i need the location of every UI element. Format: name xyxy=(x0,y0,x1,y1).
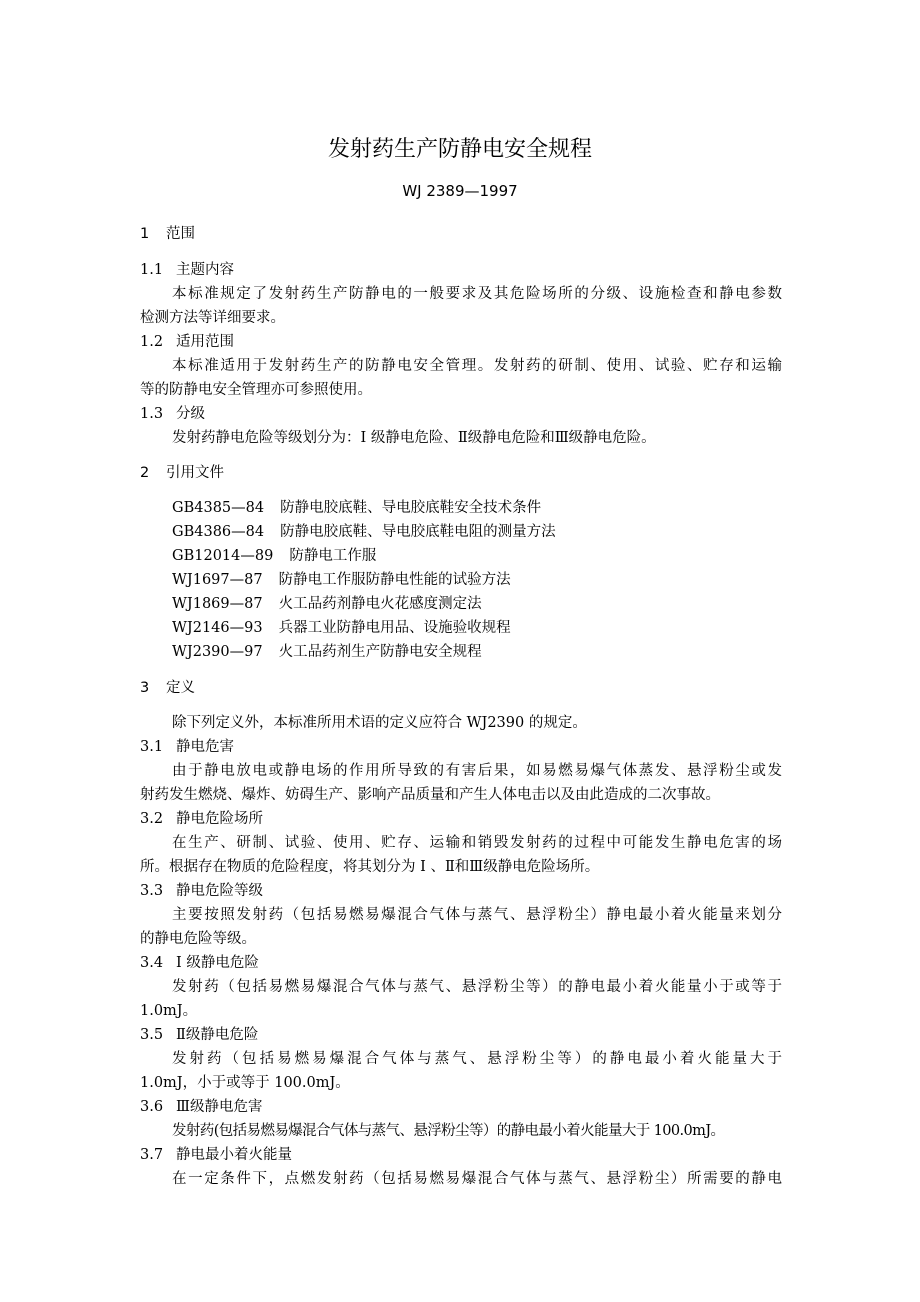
section-3-heading xyxy=(140,677,195,699)
subsection-3-7-heading xyxy=(140,1144,292,1166)
paragraph-line: 1.0mJ。 xyxy=(140,1003,198,1019)
subsection-number: 3.7 xyxy=(140,1147,164,1163)
subsection-number: 3.4 xyxy=(140,955,164,971)
reference-code: GB4386—84 xyxy=(172,524,265,540)
subsection-title: 静电最小着火能量 xyxy=(176,1147,292,1163)
subsection-title: Ⅲ级静电危害 xyxy=(176,1099,263,1115)
subsection-number: 1.3 xyxy=(140,406,164,422)
paragraph-line: 1.0mJ，小于或等于 100.0mJ。 xyxy=(140,1075,350,1091)
reference-code: GB12014—89 xyxy=(172,548,274,564)
section-number: 1 xyxy=(140,226,150,242)
reference-code: WJ2390—97 xyxy=(172,644,263,660)
subsection-number: 3.6 xyxy=(140,1099,164,1115)
reference-item xyxy=(172,641,482,663)
subsection-3-4-heading xyxy=(140,952,259,974)
subsection-3-3-heading xyxy=(140,880,263,902)
subsection-title: 静电危险等级 xyxy=(176,883,263,899)
paragraph-line: 发射药（包括易燃易爆混合气体与蒸气、悬浮粉尘等）的静电最小着火能量小于或等于 xyxy=(172,979,782,995)
subsection-number: 1.1 xyxy=(140,262,164,278)
section-title: 范围 xyxy=(166,226,195,242)
reference-item xyxy=(172,593,482,615)
section-number: 3 xyxy=(140,680,150,696)
paragraph-line: 在生产、研制、试验、使用、贮存、运输和销毁发射药的过程中可能发生静电危害的场 xyxy=(172,835,782,851)
subsection-number: 3.1 xyxy=(140,739,164,755)
subsection-1-3-heading xyxy=(140,403,205,425)
subsection-3-2-heading xyxy=(140,808,263,830)
reference-code: WJ2146—93 xyxy=(172,620,263,636)
paragraph-line: 本标准适用于发射药生产的防静电安全管理。发射药的研制、使用、试验、贮存和运输 xyxy=(172,358,782,374)
subsection-1-2-heading xyxy=(140,331,234,353)
reference-item xyxy=(172,545,376,567)
reference-item xyxy=(172,569,511,591)
subsection-title: Ⅱ级静电危险 xyxy=(176,1027,259,1043)
reference-name: 防静电工作服 xyxy=(289,548,377,564)
reference-name: 兵器工业防静电用品、设施验收规程 xyxy=(278,620,511,636)
subsection-title: 静电危害 xyxy=(176,739,234,755)
subsection-title: 静电危险场所 xyxy=(176,811,263,827)
paragraph-line: 在一定条件下，点燃发射药（包括易燃易爆混合气体与蒸气、悬浮粉尘）所需要的静电 xyxy=(172,1171,782,1187)
paragraph-line: 发射药（包括易燃易爆混合气体与蒸气、悬浮粉尘等）的静电最小着火能量大于 xyxy=(172,1051,782,1067)
paragraph-line: 所。根据存在物质的危险程度，将其划分为 I 、Ⅱ和Ⅲ级静电危险场所。 xyxy=(140,859,600,875)
reference-item xyxy=(172,617,511,639)
paragraph-line: 检测方法等详细要求。 xyxy=(140,310,285,326)
reference-name: 火工品药剂静电火花感度测定法 xyxy=(278,596,482,612)
paragraph-line: 射药发生燃烧、爆炸、妨碍生产、影响产品质量和产生人体电击以及由此造成的二次事故。 xyxy=(140,787,720,803)
subsection-number: 3.3 xyxy=(140,883,164,899)
document-number: WJ 2389—1997 xyxy=(402,182,518,200)
paragraph-line: 本标准规定了发射药生产防静电的一般要求及其危险场所的分级、设施检查和静电参数 xyxy=(172,286,782,302)
subsection-number: 3.5 xyxy=(140,1027,164,1043)
paragraph-line: 主要按照发射药（包括易燃易爆混合气体与蒸气、悬浮粉尘）静电最小着火能量来划分 xyxy=(172,907,782,923)
paragraph-line: 发射药静电危险等级划分为：I 级静电危险、Ⅱ级静电危险和Ⅲ级静电危险。 xyxy=(172,430,656,446)
subsection-3-6-heading xyxy=(140,1096,262,1118)
subsection-1-1-heading xyxy=(140,259,234,281)
section-title: 引用文件 xyxy=(166,465,224,481)
subsection-title: 主题内容 xyxy=(176,262,234,278)
subsection-number: 1.2 xyxy=(140,334,164,350)
subsection-title: I 级静电危险 xyxy=(176,955,259,971)
reference-name: 防静电胶底鞋、导电胶底鞋安全技术条件 xyxy=(280,500,542,516)
reference-code: WJ1869—87 xyxy=(172,596,263,612)
section-2-heading xyxy=(140,462,224,484)
document-title: 发射药生产防静电安全规程 xyxy=(327,137,592,162)
reference-name: 火工品药剂生产防静电安全规程 xyxy=(278,644,482,660)
subsection-3-5-heading xyxy=(140,1024,258,1046)
subsection-3-1-heading xyxy=(140,736,234,758)
section-number: 2 xyxy=(140,465,150,481)
reference-item xyxy=(172,521,556,543)
section-title: 定义 xyxy=(166,680,195,696)
subsection-title: 适用范围 xyxy=(176,334,234,350)
reference-item xyxy=(172,497,541,519)
paragraph-line: 发射药(包括易燃易爆混合气体与蒸气、悬浮粉尘等）的静电最小着火能量大于 100.0mJ。 xyxy=(172,1123,725,1139)
reference-name: 防静电胶底鞋、导电胶底鞋电阻的测量方法 xyxy=(280,524,556,540)
paragraph-line: 的静电危险等级。 xyxy=(140,931,256,947)
section-1-heading xyxy=(140,223,195,245)
reference-code: WJ1697—87 xyxy=(172,572,263,588)
paragraph-line: 等的防静电安全管理亦可参照使用。 xyxy=(140,382,372,398)
reference-name: 防静电工作服防静电性能的试验方法 xyxy=(278,572,511,588)
paragraph-line: 由于静电放电或静电场的作用所导致的有害后果，如易燃易爆气体蒸发、悬浮粉尘或发 xyxy=(172,763,782,779)
reference-code: GB4385—84 xyxy=(172,500,265,516)
paragraph-line: 除下列定义外，本标准所用术语的定义应符合 WJ2390 的规定。 xyxy=(172,715,587,731)
subsection-title: 分级 xyxy=(176,406,205,422)
subsection-number: 3.2 xyxy=(140,811,164,827)
